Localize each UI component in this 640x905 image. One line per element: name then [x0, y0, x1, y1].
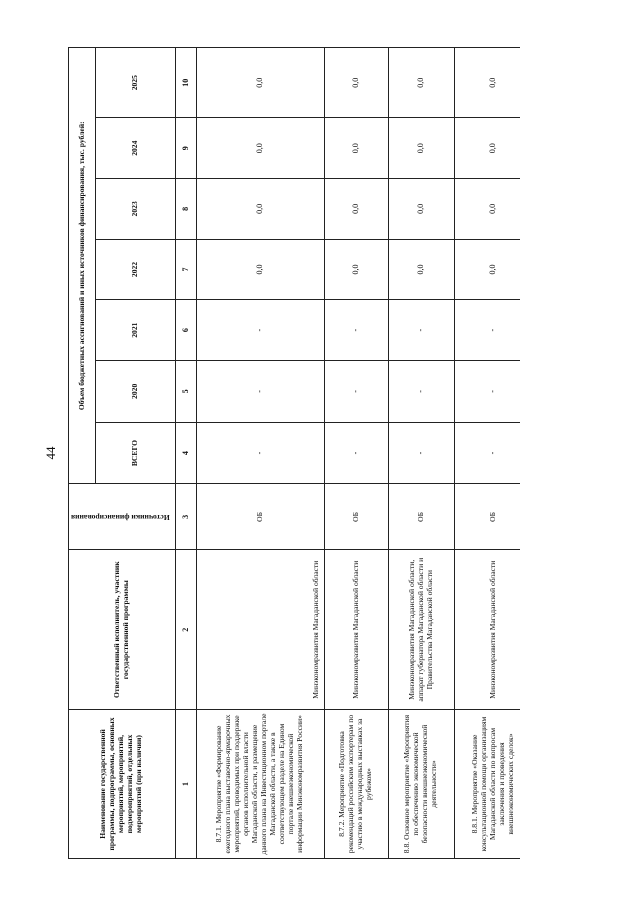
row-value-2024: 0,0	[196, 118, 324, 179]
row-value-2021: -	[388, 300, 454, 361]
col-num-3: 3	[175, 484, 196, 550]
row-executor: Минэкономразвития Магаданской области	[324, 550, 388, 710]
row-value-2023: 0,0	[196, 179, 324, 240]
row-value-2022: 0,0	[454, 239, 520, 300]
column-number-row	[175, 48, 196, 859]
row-name: 8.8. Основное мероприятие «Мероприятия по обеспечению экономической безопасности внешнеэкономической деятельности»	[388, 710, 454, 859]
row-value-2020: -	[196, 360, 324, 422]
row-value-2021: -	[454, 300, 520, 361]
table-row	[196, 48, 324, 859]
row-value-2023: 0,0	[454, 179, 520, 240]
col-num-8: 8	[175, 179, 196, 240]
row-name: 8.7.1. Мероприятие «Формирование ежегодного плана выставочно-ярмарочных мероприятий, проводимых при поддержке органов исполнительной власти Магаданской области, и размещение данного плана на Инвестиционном портале Магаданской области, а также в соответствующем разделе на Едином портале внешнеэкономической информации Минэкономразвития России»	[196, 710, 324, 859]
row-value-2025: 0,0	[324, 48, 388, 118]
row-value-2024: 0,0	[324, 118, 388, 179]
header-source: Источники финансирования	[71, 513, 170, 523]
row-executor: Минэкономразвития Магаданской области	[196, 550, 324, 710]
row-value-2025: 0,0	[454, 48, 520, 118]
row-value-total: -	[388, 422, 454, 484]
col-num-2: 2	[175, 550, 196, 710]
header-year-total: ВСЕГО	[96, 422, 175, 484]
row-value-2022: 0,0	[196, 239, 324, 300]
row-source: ОБ	[388, 484, 454, 550]
header-year-2022: 2022	[96, 239, 175, 300]
row-value-2020: -	[454, 360, 520, 422]
table-row	[388, 48, 454, 859]
col-num-9: 9	[175, 118, 196, 179]
table-row	[324, 48, 388, 859]
row-value-2023: 0,0	[324, 179, 388, 240]
funding-table	[68, 47, 520, 859]
header-year-2024: 2024	[96, 118, 175, 179]
table-frame	[68, 47, 520, 859]
page-number: 44	[43, 446, 58, 460]
row-value-2021: -	[196, 300, 324, 361]
row-value-2020: -	[388, 360, 454, 422]
col-num-4: 4	[175, 422, 196, 484]
col-num-7: 7	[175, 239, 196, 300]
row-source: ОБ	[454, 484, 520, 550]
header-year-2020: 2020	[96, 360, 175, 422]
row-source: ОБ	[324, 484, 388, 550]
table-row	[454, 48, 520, 859]
header-year-2025: 2025	[96, 48, 175, 118]
row-executor: Минэкономразвития Магаданской области, аппарат губернатора Магаданской области и Правительства Магаданской области	[388, 550, 454, 710]
col-num-10: 10	[175, 48, 196, 118]
header-year-2023: 2023	[96, 179, 175, 240]
col-num-1: 1	[175, 710, 196, 859]
funding-table-rotated	[68, 47, 520, 859]
header-source-cell	[69, 484, 176, 550]
header-name: Наименование государственной программы, подпрограммы, основных мероприятий, мероприятий, подмероприятий, отдельных мероприятий (при наличии)	[69, 710, 176, 859]
row-value-2023: 0,0	[388, 179, 454, 240]
row-value-total: -	[324, 422, 388, 484]
row-value-2025: 0,0	[196, 48, 324, 118]
col-num-6: 6	[175, 300, 196, 361]
row-name: 8.8.1. Мероприятие «Оказание консультационной помощи организациям Магаданской области по вопросам заключения и проведения внешнеэкономических сделок»	[454, 710, 520, 859]
row-value-2024: 0,0	[388, 118, 454, 179]
row-value-2024: 0,0	[454, 118, 520, 179]
row-value-2021: -	[324, 300, 388, 361]
header-year-2021: 2021	[96, 300, 175, 361]
row-value-2020: -	[324, 360, 388, 422]
row-executor: Минэкономразвития Магаданской области	[454, 550, 520, 710]
col-num-5: 5	[175, 360, 196, 422]
row-value-total: -	[196, 422, 324, 484]
row-value-2022: 0,0	[324, 239, 388, 300]
header-executor: Ответственный исполнитель, участник государственной программы	[69, 550, 176, 710]
row-value-total: -	[454, 422, 520, 484]
row-name: 8.7.2. Мероприятие «Подготовка рекомендаций российским экспортерам по участию в международных выставках за рубежом»	[324, 710, 388, 859]
row-value-2022: 0,0	[388, 239, 454, 300]
row-source: ОБ	[196, 484, 324, 550]
header-row-1	[69, 48, 96, 859]
row-value-2025: 0,0	[388, 48, 454, 118]
header-funding-group: Объем бюджетных ассигнований и иных источников финансирования, тыс. рублей:	[69, 48, 96, 484]
